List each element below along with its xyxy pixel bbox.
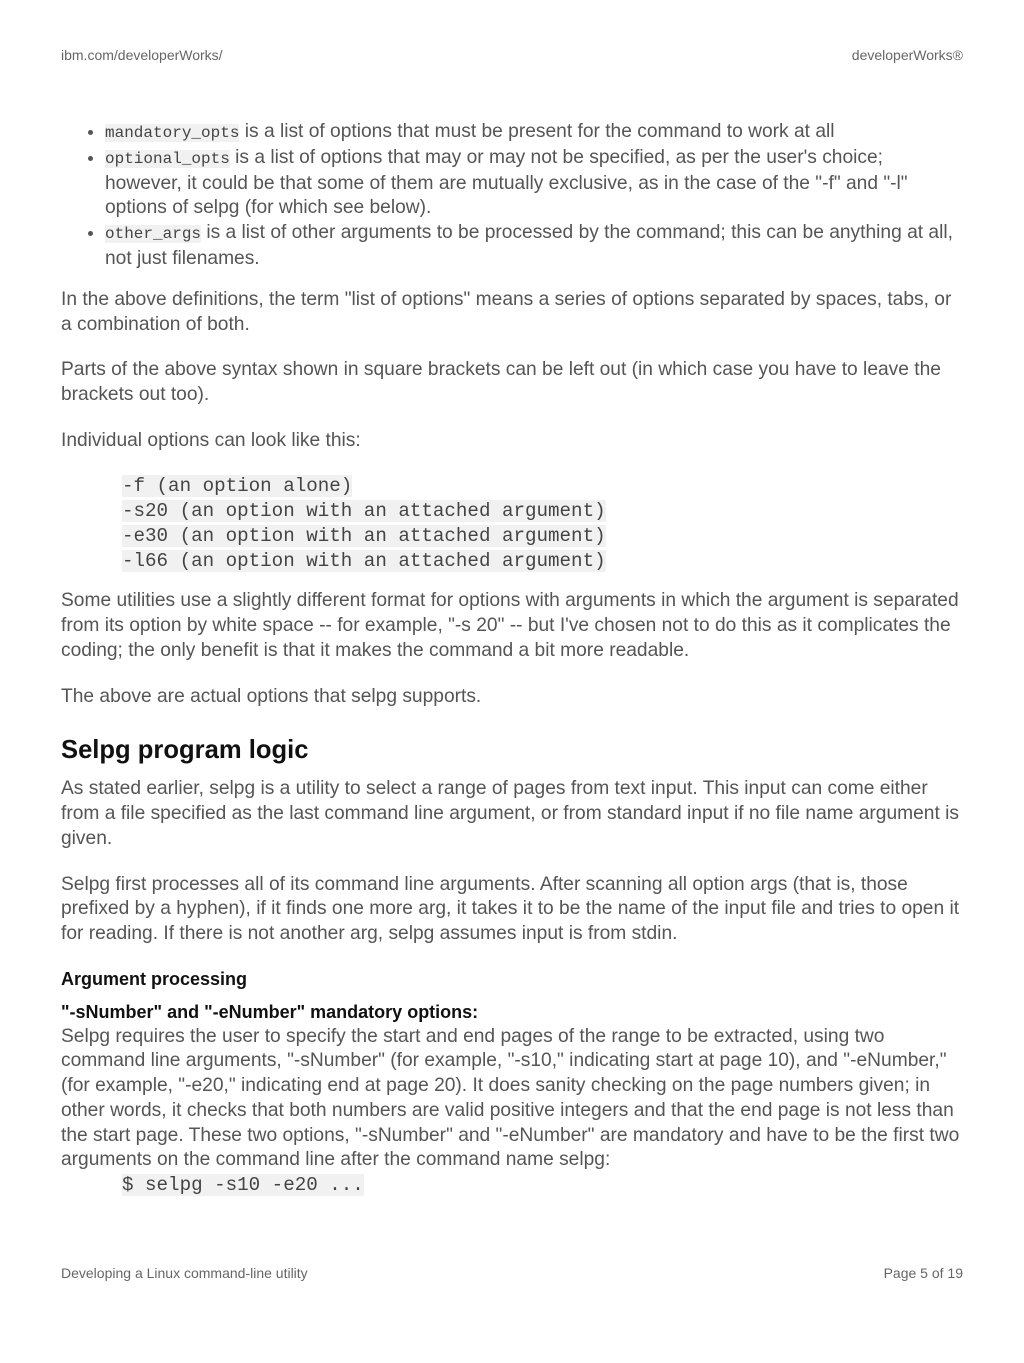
header-url: ibm.com/developerWorks/ — [61, 47, 223, 63]
page-content — [61, 120, 965, 1214]
options-label: "-sNumber" and "-eNumber" mandatory options: — [61, 1001, 479, 1022]
running-header — [61, 47, 963, 63]
definition-list — [61, 120, 965, 272]
page-number: Page 5 of 19 — [883, 1265, 963, 1281]
paragraph: Selpg first processes all of its command line arguments. After scanning all option args (that is, those prefixed by a hyphen), if it finds one more arg, it takes it to be the name of the input file and tries to open it for reading. If there is not another arg, selpg assumes input is from stdin. — [61, 873, 960, 945]
subsection-heading: Argument processing — [61, 968, 248, 989]
term-description: is a list of options that may or may not be specified, as per the user's choice; however, it could be that some of them are mutually exclusive, as in the case of the "-f" and "-l" options of selpg (for which see below). — [105, 146, 908, 219]
paragraph: As stated earlier, selpg is a utility to select a range of pages from text input. This input can come either from a file specified as the last command line argument, or from standard input if no file name argument is given. — [61, 778, 959, 849]
paragraph: Individual options can look like this: — [61, 429, 361, 451]
footer-title: Developing a Linux command-line utility — [61, 1265, 308, 1281]
term-description: is a list of options that must be present for the command to work at all — [239, 121, 835, 142]
code-line: -s20 (an option with an attached argument) — [122, 499, 606, 522]
term-code: mandatory_opts — [105, 124, 240, 142]
code-line: -l66 (an option with an attached argument) — [122, 549, 606, 572]
paragraph: Some utilities use a slightly different format for options with arguments in which the argument is separated from its option by white space -- for example, "-s 20" -- but I've chosen not to do this as it complicates the coding; the only benefit is that it makes the command a bit more readable. — [61, 590, 959, 661]
running-footer — [61, 1265, 963, 1281]
list-item — [105, 120, 965, 146]
option-examples-code — [122, 474, 965, 573]
code-line: -e30 (an option with an attached argument) — [122, 524, 606, 547]
term-code: other_args — [105, 225, 202, 244]
command-example-code — [122, 1173, 965, 1198]
list-item — [105, 146, 965, 221]
paragraph: In the above definitions, the term "list of options" means a series of options separated by spaces, tabs, or a combination of both. — [61, 288, 952, 335]
paragraph: The above are actual options that selpg supports. — [61, 685, 482, 707]
code-line: -f (an option alone) — [122, 475, 353, 498]
term-description: is a list of other arguments to be processed by the command; this can be anything at all, not just filenames. — [105, 222, 953, 269]
list-item — [105, 221, 965, 272]
mandatory-options-block — [61, 1000, 965, 1174]
paragraph: Parts of the above syntax shown in square brackets can be left out (in which case you have to leave the brackets out too). — [61, 359, 941, 405]
paragraph: Selpg requires the user to specify the start and end pages of the range to be extracted, using two command line arguments, "-sNumber" (for example, "-s10," indicating start at page 10), and "-eNumber," (for example, "-e20," indicating end at page 20). It does sanity checking on the page numbers given; in other words, it checks that both numbers are valid positive integers and that the end page is not less than the start page. These two options, "-sNumber" and "-eNumber" are mandatory and have to be the first two arguments on the command line after the command name selpg: — [61, 1025, 960, 1171]
term-code: optional_opts — [105, 149, 230, 168]
code-line: $ selpg -s10 -e20 ... — [122, 1174, 364, 1197]
header-brand: developerWorks® — [851, 47, 963, 63]
section-heading: Selpg program logic — [61, 736, 309, 765]
